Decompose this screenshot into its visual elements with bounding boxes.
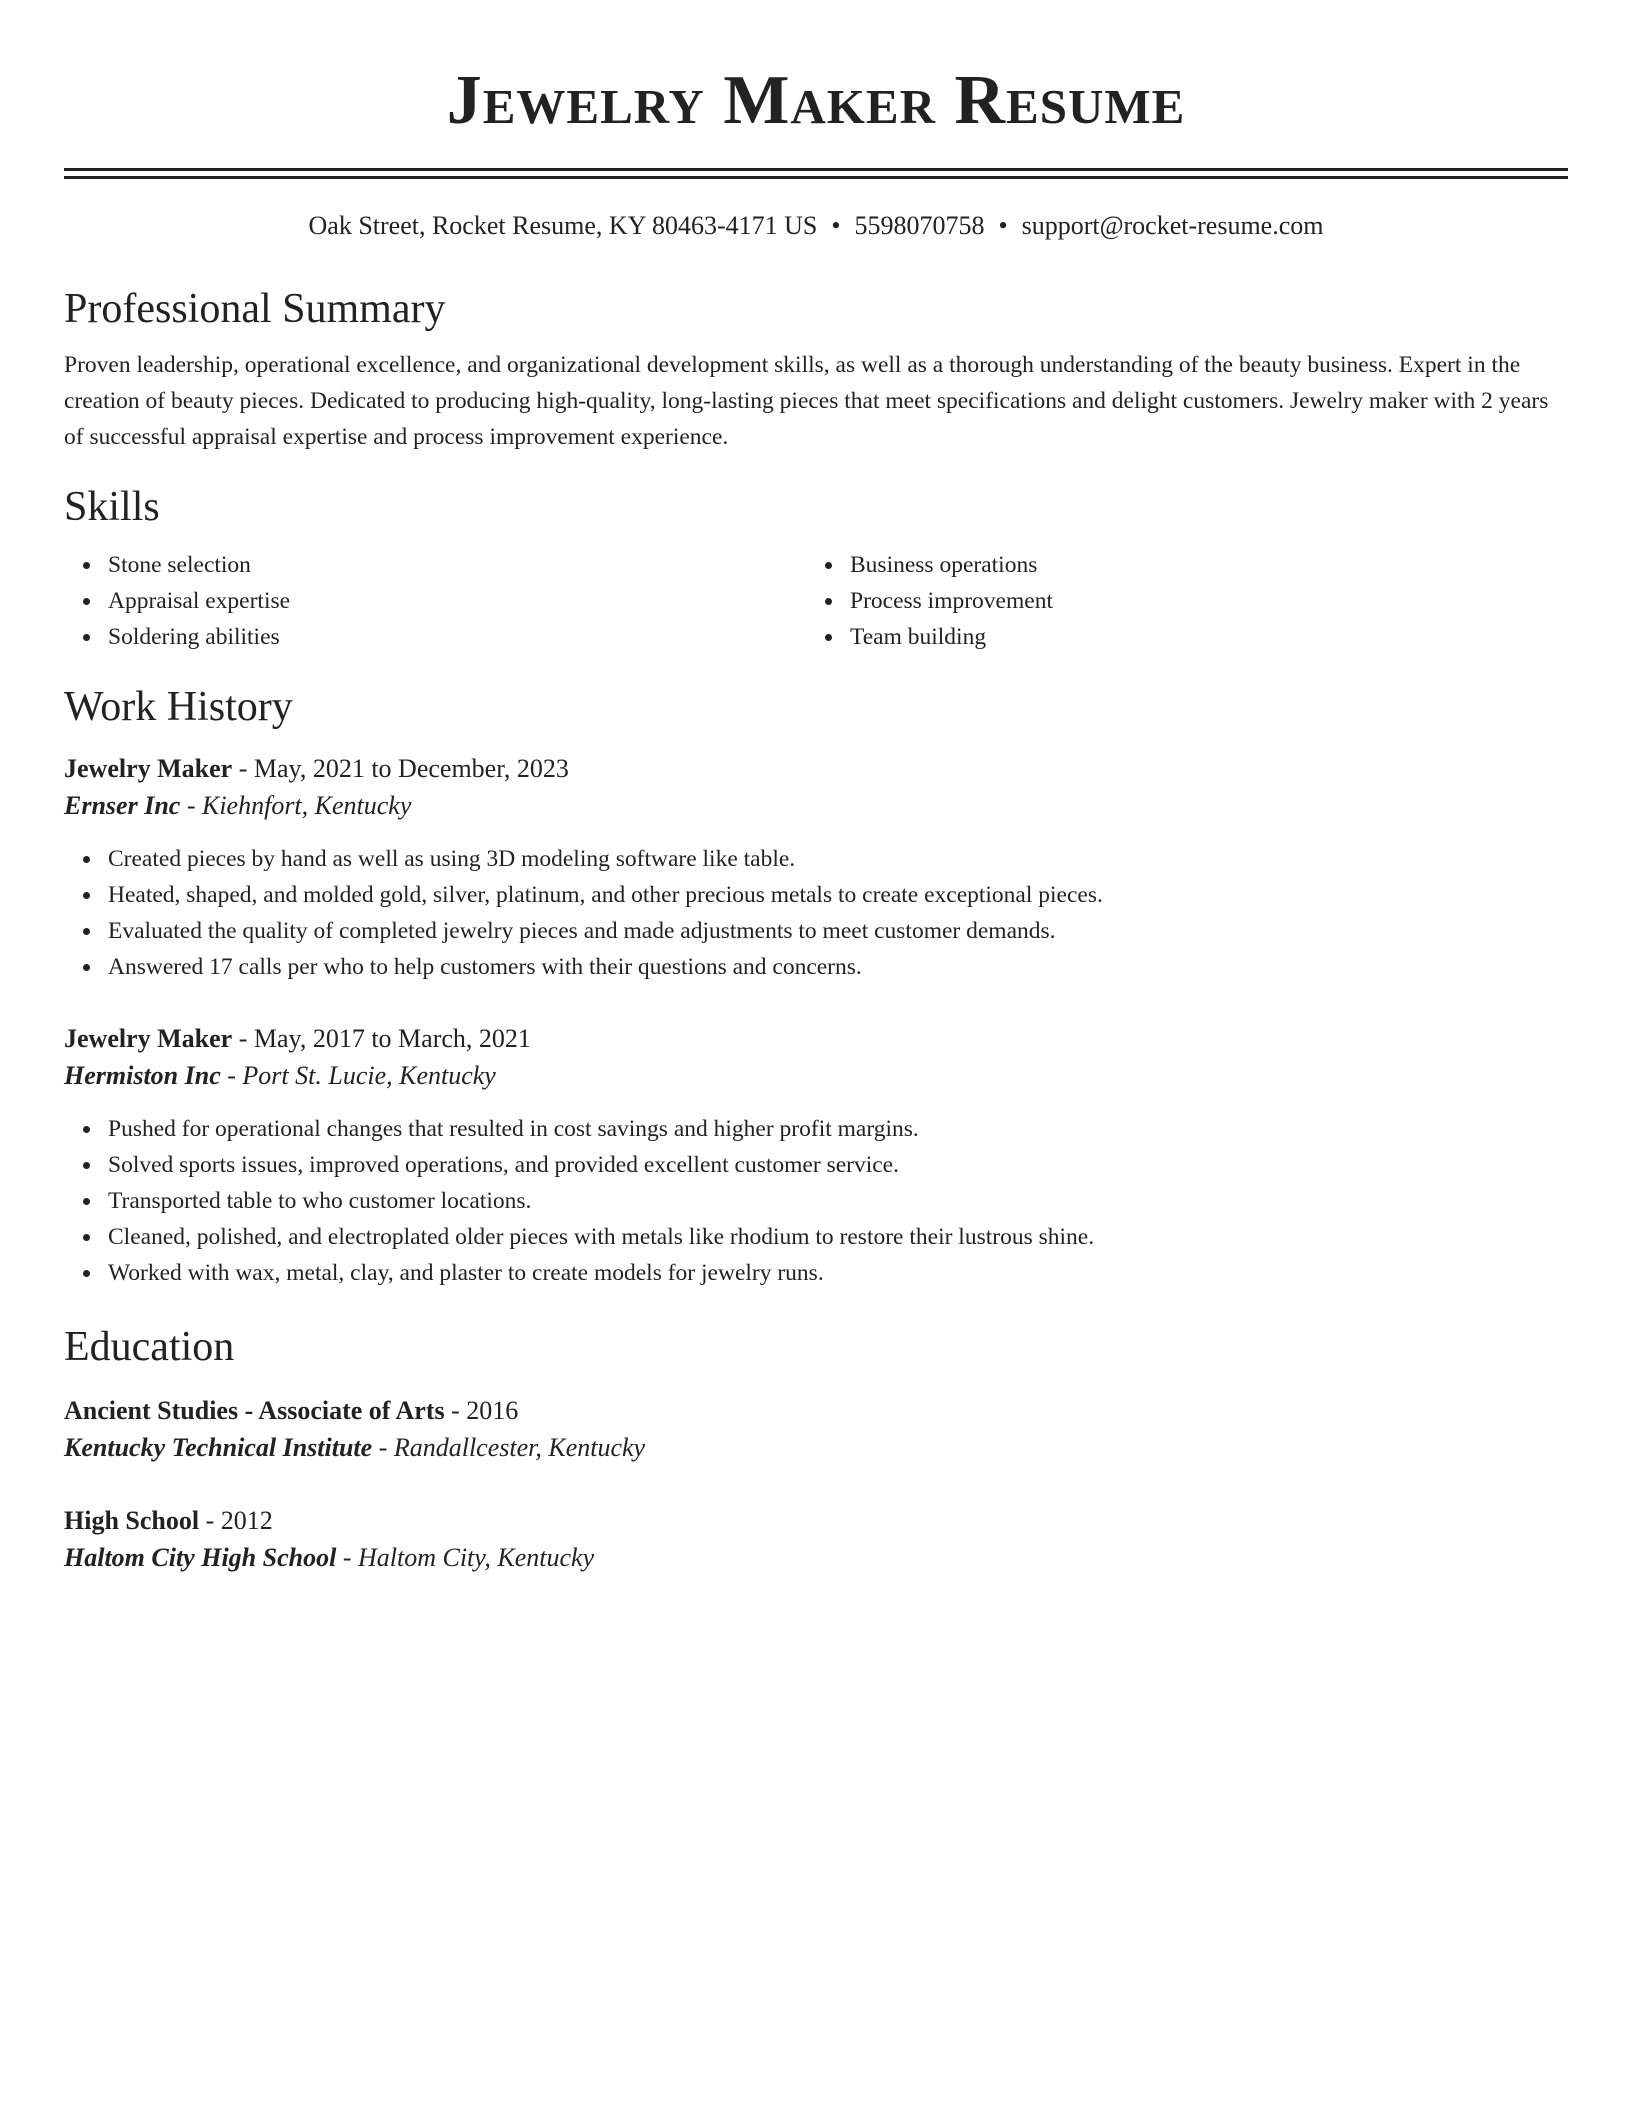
education-degree: High School bbox=[64, 1506, 200, 1535]
job-title: Jewelry Maker bbox=[64, 754, 233, 783]
job-company: Hermiston Inc bbox=[64, 1061, 221, 1090]
job-location: - Port St. Lucie, Kentucky bbox=[220, 1061, 496, 1090]
job-duty: Heated, shaped, and molded gold, silver, platinum, and other precious metals to create exceptional pieces. bbox=[108, 877, 1568, 913]
skill-item: Process improvement bbox=[850, 583, 1506, 619]
job-title-line bbox=[64, 751, 1568, 787]
education-degree: Ancient Studies - Associate of Arts bbox=[64, 1396, 445, 1425]
job-duty: Cleaned, polished, and electroplated older pieces with metals like rhodium to restore their lustrous shine. bbox=[108, 1219, 1568, 1255]
job-entry bbox=[64, 1021, 1568, 1291]
contact-phone: 5598070758 bbox=[854, 211, 985, 240]
education-school-line bbox=[64, 1539, 1568, 1577]
contact-separator: • bbox=[998, 211, 1008, 240]
skills-list bbox=[64, 547, 1568, 655]
job-duty: Solved sports issues, improved operations, and provided excellent customer service. bbox=[108, 1147, 1568, 1183]
skills-heading: Skills bbox=[64, 484, 160, 530]
skill-item: Stone selection bbox=[108, 547, 806, 583]
job-entry bbox=[64, 751, 1568, 985]
education-location: - Haltom City, Kentucky bbox=[336, 1543, 595, 1572]
job-dates: - May, 2021 to December, 2023 bbox=[232, 754, 569, 783]
skills-column-right bbox=[806, 547, 1506, 655]
job-duty: Evaluated the quality of completed jewelry pieces and made adjustments to meet customer demands. bbox=[108, 913, 1568, 949]
job-location: - Kiehnfort, Kentucky bbox=[180, 791, 412, 820]
job-company-line bbox=[64, 1057, 1568, 1095]
skill-item: Appraisal expertise bbox=[108, 583, 806, 619]
summary-text: Proven leadership, operational excellence, and organizational development skills, as well as a thorough understanding of the beauty business. Expert in the creation of beauty pieces. Dedicated to producing high-quality, long-lasting pieces that meet specifications and delight customers. Jewelry maker with 2 years of successful appraisal expertise and process improvement experience. bbox=[64, 352, 1549, 450]
skills-column-left bbox=[64, 547, 806, 655]
skill-item: Soldering abilities bbox=[108, 619, 806, 655]
resume-title: Jewelry Maker Resume bbox=[446, 62, 1186, 139]
contact-separator: • bbox=[831, 211, 841, 240]
job-duty: Created pieces by hand as well as using 3D modeling software like table. bbox=[108, 841, 1568, 877]
job-duties bbox=[64, 841, 1568, 985]
education-year: - 2016 bbox=[444, 1396, 519, 1425]
job-duty: Answered 17 calls per who to help customers with their questions and concerns. bbox=[108, 949, 1568, 985]
job-duty: Transported table to who customer locations. bbox=[108, 1183, 1568, 1219]
work-history-heading: Work History bbox=[64, 684, 293, 730]
job-duty: Pushed for operational changes that resulted in cost savings and higher profit margins. bbox=[108, 1111, 1568, 1147]
job-duty: Worked with wax, metal, clay, and plaster to create models for jewelry runs. bbox=[108, 1255, 1568, 1291]
title-double-rule bbox=[64, 168, 1568, 179]
job-dates: - May, 2017 to March, 2021 bbox=[232, 1024, 531, 1053]
education-location: - Randallcester, Kentucky bbox=[372, 1433, 646, 1462]
education-school-line bbox=[64, 1429, 1568, 1467]
job-company: Ernser Inc bbox=[64, 791, 181, 820]
education-year: - 2012 bbox=[199, 1506, 273, 1535]
education-degree-line bbox=[64, 1393, 1568, 1429]
contact-address: Oak Street, Rocket Resume, KY 80463-4171 US bbox=[308, 211, 818, 240]
education-entry bbox=[64, 1393, 1568, 1467]
summary-heading: Professional Summary bbox=[64, 286, 446, 332]
job-company-line bbox=[64, 787, 1568, 825]
education-school: Kentucky Technical Institute bbox=[64, 1433, 373, 1462]
contact-line bbox=[64, 209, 1568, 243]
education-heading: Education bbox=[64, 1324, 235, 1370]
education-entry bbox=[64, 1503, 1568, 1577]
job-title: Jewelry Maker bbox=[64, 1024, 233, 1053]
contact-email[interactable]: support@rocket-resume.com bbox=[1021, 211, 1324, 240]
job-title-line bbox=[64, 1021, 1568, 1057]
job-duties bbox=[64, 1111, 1568, 1291]
skill-item: Business operations bbox=[850, 547, 1506, 583]
skill-item: Team building bbox=[850, 619, 1506, 655]
education-school: Haltom City High School bbox=[64, 1543, 337, 1572]
education-degree-line bbox=[64, 1503, 1568, 1539]
